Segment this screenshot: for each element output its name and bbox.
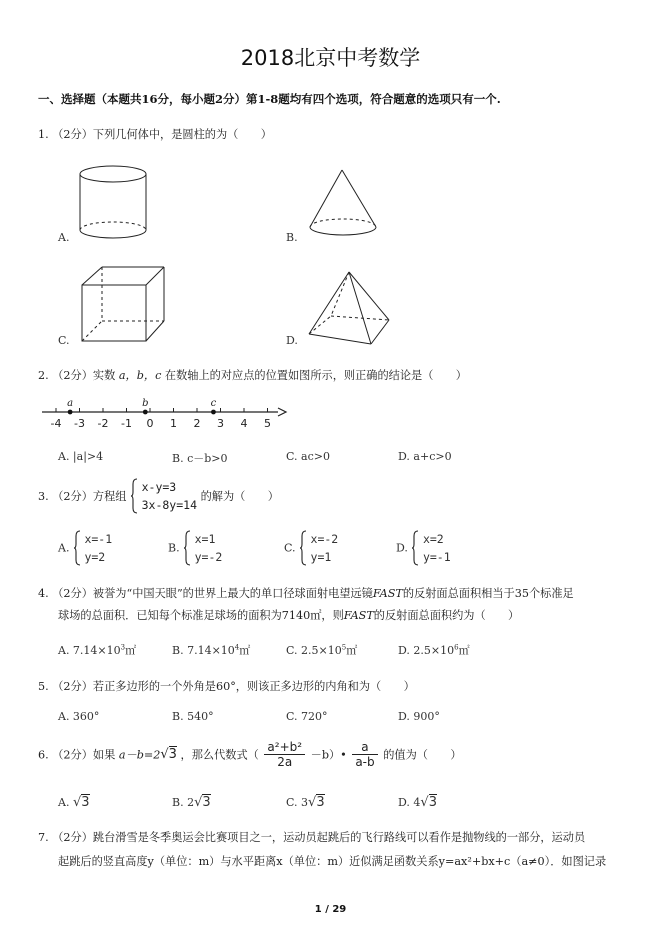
q6-root-arg: 3 [168,747,177,762]
q6-option-a [58,795,90,810]
q3-equation-1: x-y=3 [141,480,177,494]
q4-option-c [286,642,357,658]
q2-option-b: B. c－b>0 [172,452,228,465]
q2-option-c: C. ac>0 [286,450,330,463]
left-brace-icon [183,530,191,566]
page-title: 2018北京中考数学 [240,46,421,70]
q6-condition: a－b=2 [118,748,161,762]
q6-option-d [398,795,437,810]
q3-option-b [168,530,222,566]
left-brace-icon [73,530,81,566]
q3-option-b-letter: B. [168,541,180,555]
q3-stem-prefix: 3. （2分）方程组 [38,490,127,503]
q3-option-a-line1: x=-1 [84,532,113,546]
number-line-tick-label: 3 [217,417,224,430]
q6-option-a-root: 3 [81,795,90,810]
q1-option-c-label: C. [58,334,70,347]
q3-option-a-line2: y=2 [84,550,106,564]
question-4-line-2 [58,607,519,623]
q2-option-d: D. a+c>0 [398,450,452,463]
left-brace-icon [411,530,419,566]
q4-option-a-unit: ㎡ [125,644,137,657]
q3-option-c [284,530,338,566]
q4-fast-2: FAST [343,609,374,622]
q2-variables: a，b，c [118,369,162,382]
q5-option-c: C. 720° [286,710,328,723]
number-line-point-a [68,410,73,415]
q3-option-b-line2: y=-2 [194,550,223,564]
q3-option-c-letter: C. [284,541,296,555]
question-3-stem [38,478,279,514]
number-line-point-label-b: b [142,398,149,409]
q6-fraction-2-numerator: a [352,740,377,755]
cone-figure [305,165,385,245]
q4-option-b-exp: 4 [234,643,240,652]
q3-option-a [58,530,112,566]
question-6-stem [38,740,462,769]
q4-fast: FAST [372,587,403,600]
q6-fraction-1 [264,740,305,769]
q3-option-b-line1: x=1 [194,532,216,546]
q3-option-d-line1: x=2 [422,532,444,546]
q1-option-a-label: A. [58,231,70,244]
q4-line1-a: 4. （2分）被誉为“中国天眼”的世界上最大的单口径球面射电望远镜 [38,587,373,600]
q3-equation-2: 3x-8y=14 [141,498,197,512]
q4-option-c-base: C. 2.5×10 [286,644,342,657]
question-7-line-2: 起跳后的竖直高度y（单位：m）与水平距离x（单位：m）近似满足函数关系y=ax²+bx+c（a≠0）．如图记录 [58,855,607,868]
cube-figure [78,263,168,343]
q4-line1-b: 的反射面总面积相当于35个标准足 [402,587,574,600]
q3-option-c-line1: x=-2 [310,532,339,546]
q6-option-c [286,795,325,810]
section-heading: 一、选择题（本题共16分，每小题2分）第1-8题均有四个选项，符合题意的选项只有一个. [38,92,501,106]
q6-option-c-root: 3 [316,795,325,810]
left-brace-icon [130,478,138,514]
number-line-tick-label: 5 [264,417,271,430]
q4-option-b-base: B. 7.14×10 [172,644,235,657]
left-brace-icon [299,530,307,566]
q3-option-d-line2: y=-1 [422,550,451,564]
q6-option-b [172,795,211,810]
number-line-tick-label: -1 [121,417,132,430]
question-5-stem: 5. （2分）若正多边形的一个外角是60°，则该正多边形的内角和为（ ） [38,680,415,693]
sqrt-icon: √ [308,795,317,810]
q6-stem-mid: ，那么代数式（ [180,748,259,762]
q2-stem-suffix: 在数轴上的对应点的位置如图所示，则正确的结论是（ ） [164,369,467,382]
q4-option-a-base: A. 7.14×10 [58,644,121,657]
q6-fraction-1-numerator: a²+b² [264,740,305,755]
number-line-point-c [211,410,216,415]
sqrt-icon: √ [72,795,82,810]
sqrt-icon: √ [420,795,429,810]
cylinder-figure [72,160,162,245]
q6-option-d-coef: D. 4 [398,796,421,809]
number-line-tick-label: 1 [170,417,177,430]
q3-option-d [396,530,451,566]
q6-stem-suffix: 的值为（ ） [383,748,462,762]
number-line-tick-label: 2 [193,417,201,430]
q4-option-d-unit: ㎡ [458,644,470,657]
sqrt-icon: √ [194,795,203,810]
question-1-stem: 1. （2分）下列几何体中，是圆柱的为（ ） [38,128,272,141]
q4-option-d-base: D. 2.5×10 [398,644,455,657]
q4-option-d [398,642,470,658]
q4-line2-a: 球场的总面积．已知每个标准足球场的面积为7140㎡，则 [58,609,344,622]
q2-option-a: A. |a|>4 [58,450,104,463]
q3-option-d-letter: D. [396,541,408,555]
question-2-stem [38,367,467,383]
q5-option-a: A. 360° [58,710,100,723]
q6-fraction-2-denominator: a-b [355,755,375,769]
question-7-line-1: 7. （2分）跳台滑雪是冬季奥运会比赛项目之一，运动员起跳后的飞行路线可以看作是抛物线的一部分，运动员 [38,831,586,844]
number-line-tick-label: -3 [74,417,85,430]
q3-option-a-letter: A. [58,541,70,555]
question-4-line-1 [38,585,574,601]
q6-option-c-coef: C. 3 [286,796,309,809]
q6-option-b-root: 3 [202,795,211,810]
q1-option-b-label: B. [286,231,298,244]
number-line-tick-label: -2 [97,417,109,430]
q5-option-b: B. 540° [172,710,214,723]
number-line-tick-label: 0 [146,417,154,430]
q6-fraction-1-denominator: 2a [277,755,293,769]
q6-option-b-coef: B. 2 [172,796,195,809]
number-line-tick-label: 4 [240,417,248,430]
number-line [40,396,290,432]
q4-option-c-exp: 5 [341,643,347,652]
q4-option-a-exp: 3 [120,643,126,652]
q6-stem-prefix: 6. （2分）如果 [38,748,116,762]
number-line-point-label-a: a [67,398,74,409]
q3-stem-suffix: 的解为（ ） [200,490,279,503]
q2-stem-prefix: 2. （2分）实数 [38,369,116,382]
sqrt-icon: √ [160,747,169,762]
number-line-tick-label: -4 [50,417,62,430]
q4-option-b [172,642,250,658]
q4-option-d-exp: 6 [454,643,459,652]
q4-option-a [58,642,136,658]
q1-option-d-label: D. [286,334,298,347]
q5-option-d: D. 900° [398,710,440,723]
q3-option-c-line2: y=1 [310,550,332,564]
q3-equation-system [142,478,197,514]
pyramid-figure [305,270,395,350]
q6-option-d-root: 3 [428,795,437,810]
q4-line2-b: 的反射面总面积约为（ ） [373,609,520,622]
q6-fraction-2 [352,740,377,769]
page-number: 1 / 29 [314,904,347,915]
q6-option-a-coef: A. [58,796,73,809]
number-line-point-b [143,410,148,415]
number-line-point-label-c: c [210,398,217,409]
q4-option-b-unit: ㎡ [239,644,251,657]
q6-minus-b: －b）• [310,748,347,762]
q4-option-c-unit: ㎡ [346,644,358,657]
